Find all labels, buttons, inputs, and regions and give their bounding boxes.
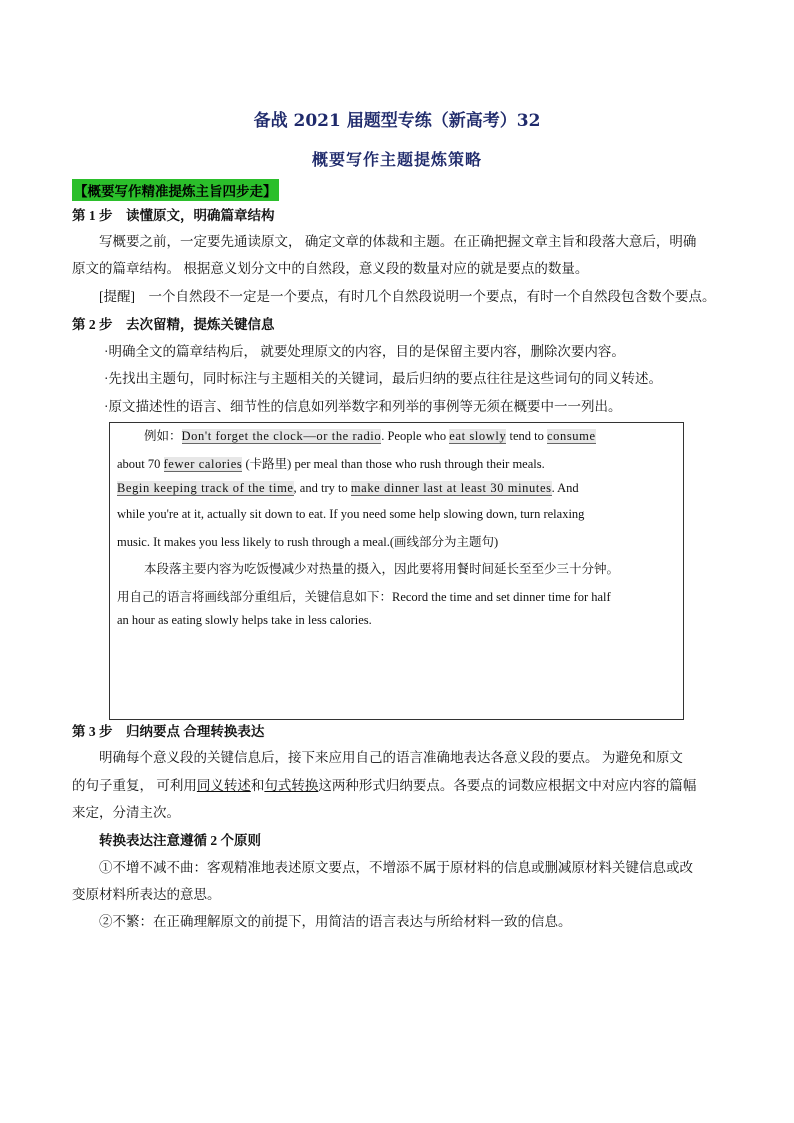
example-line-6: 本段落主要内容为吃饭慢减少对热量的摄入，因此要将用餐时间延长至至少三十分钟。 — [144, 562, 620, 576]
principle-1-line1: ①不增不减不曲：客观精准地表述原文要点，不增添不属于原材料的信息或删减原材料关键信息或改 — [99, 860, 693, 875]
example-line-2: about 70 fewer calories (卡路里) per meal than those who rush through their meals. — [117, 457, 545, 471]
example-line-8: an hour as eating slowly helps take in less calories. — [117, 613, 372, 627]
topic-phrase-5: Begin keeping track of the time — [117, 481, 294, 495]
synonym-paraphrase: 同义转述 — [196, 778, 251, 793]
topic-phrase-1: Don't forget the clock—or the radio — [181, 429, 382, 443]
principle-heading: 转换表达注意遵循 2 个原则 — [99, 833, 261, 848]
example-line-7: 用自己的语言将画线部分重组后，关键信息如下：Record the time and set dinner time for half — [117, 590, 611, 604]
principle-1-line2: 变原材料所表达的意思。 — [72, 887, 221, 902]
section-tag: 【概要写作精准提炼主旨四步走】 — [72, 179, 279, 201]
example-line-5: music. It makes you less likely to rush through a meal.(画线部分为主题句) — [117, 535, 499, 549]
step3-heading: 第 3 步 归纳要点 合理转换表达 — [72, 724, 265, 739]
topic-phrase-3: consume — [546, 429, 596, 443]
step1-paragraph-line2: 原文的篇章结构。 根据意义划分文中的自然段，意义段的数量对应的就是要点的数量。 — [72, 261, 589, 276]
topic-phrase-2: eat slowly — [449, 429, 507, 443]
topic-phrase-4: fewer calories — [163, 457, 243, 471]
step3-paragraph-line1: 明确每个意义段的关键信息后，接下来应用自己的语言准确地表达各意义段的要点。 为避免和原文 — [99, 750, 683, 765]
example-line-1: 例如：Don't forget the clock—or the radio. People who eat slowly tend to consume — [144, 429, 596, 443]
example-line-4: while you're at it, actually sit down to eat. If you need some help slowing down, turn relaxing — [117, 507, 585, 521]
step2-bullet-1: ·明确全文的篇章结构后， 就要处理原文的内容，目的是保留主要内容，删除次要内容。 — [104, 344, 625, 359]
step2-bullet-3: ·原文描述性的语言、细节性的信息如列举数字和列举的事例等无须在概要中一一列出。 — [104, 399, 622, 414]
step2-heading: 第 2 步 去次留精，提炼关键信息 — [72, 317, 275, 332]
topic-phrase-6: make dinner last at least 30 minutes — [350, 481, 552, 495]
step3-paragraph-line3: 来定，分清主次。 — [72, 805, 180, 820]
document-title: 备战 2021 届题型专练（新高考）32 — [253, 111, 541, 131]
example-line-3: Begin keeping track of the time, and try to make dinner last at least 30 minutes. And — [117, 481, 579, 495]
document-subtitle: 概要写作主题提炼策略 — [311, 150, 482, 169]
step2-bullet-2: ·先找出主题句，同时标注与主题相关的关键词，最后归纳的要点往往是这些词句的同义转述。 — [104, 371, 662, 386]
sentence-transform: 句式转换 — [264, 778, 319, 793]
example-prefix: 例如： — [144, 429, 182, 443]
step1-heading: 第 1 步 读懂原文，明确篇章结构 — [72, 208, 275, 223]
step3-paragraph-line2: 的句子重复， 可利用同义转述和句式转换这两种形式归纳要点。各要点的词数应根据文中对应内容的篇幅 — [72, 778, 697, 793]
step1-paragraph-line1: 写概要之前，一定要先通读原文， 确定文章的体裁和主题。在正确把握文章主旨和段落大意后，明确 — [99, 234, 697, 249]
principle-2: ②不繁：在正确理解原文的前提下，用简洁的语言表达与所给材料一致的信息。 — [99, 914, 572, 929]
step1-tip: [提醒] 一个自然段不一定是一个要点，有时几个自然段说明一个要点，有时一个自然段包含数个要点。 — [99, 289, 716, 304]
